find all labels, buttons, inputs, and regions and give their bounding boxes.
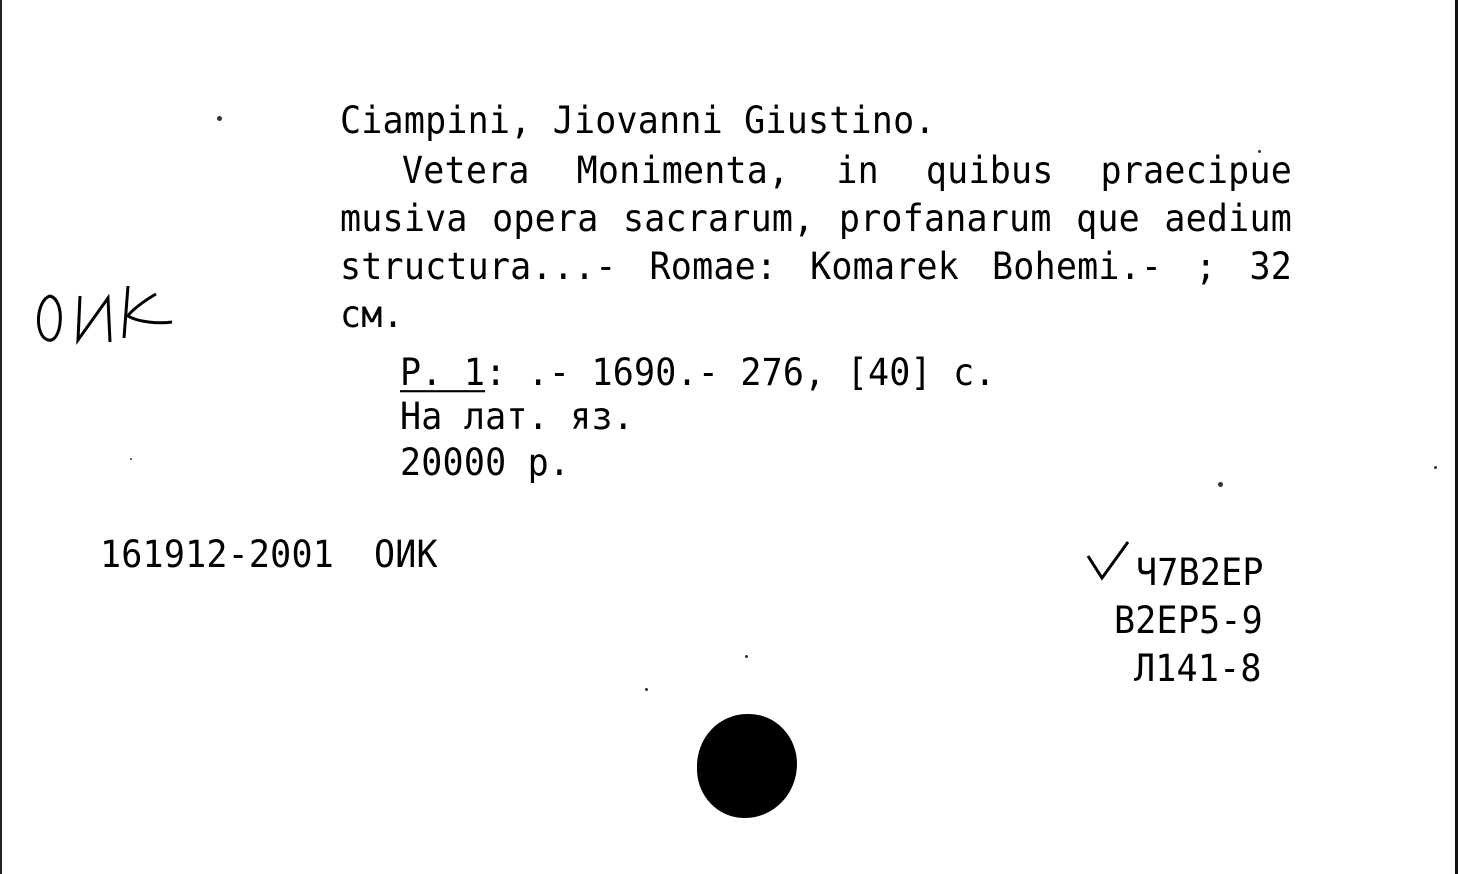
part-details: : .- 1690.- 276, [40] с. (485, 352, 996, 395)
scan-speck (645, 688, 648, 691)
language-note: На лат. яз. (400, 396, 634, 439)
author-heading: Ciampini, Jiovanni Giustino. (340, 100, 936, 143)
price: 20000 р. (400, 442, 571, 485)
accession-number: 161912-2001 (100, 534, 334, 577)
title-line-1: Vetera Monimenta, in quibus praecipue (402, 150, 1292, 193)
classification-code-1: Ч7В2ЕР (1136, 552, 1264, 595)
title-line-4: см. (340, 294, 404, 337)
card-left-edge (0, 0, 2, 874)
classification-code-2: В2ЕР5-9 (1114, 600, 1263, 643)
part-label: P. 1 (400, 352, 486, 395)
title-line-2: musiva opera sacrarum, profanarum que aedium (340, 198, 1292, 241)
check-mark-icon (1084, 538, 1132, 582)
handwritten-note (30, 278, 180, 348)
scan-speck (1434, 466, 1437, 469)
scan-speck (1218, 482, 1223, 487)
part-line (400, 352, 996, 394)
classification-code-3: Л141-8 (1134, 648, 1262, 691)
title-line-3: structura...- Romae: Komarek Bohemi.- ; 32 (340, 246, 1292, 289)
scan-speck (217, 116, 222, 121)
punch-hole (697, 714, 797, 818)
scan-speck (745, 655, 748, 658)
accession-dept: ОИК (374, 534, 438, 577)
scan-speck (130, 458, 132, 460)
